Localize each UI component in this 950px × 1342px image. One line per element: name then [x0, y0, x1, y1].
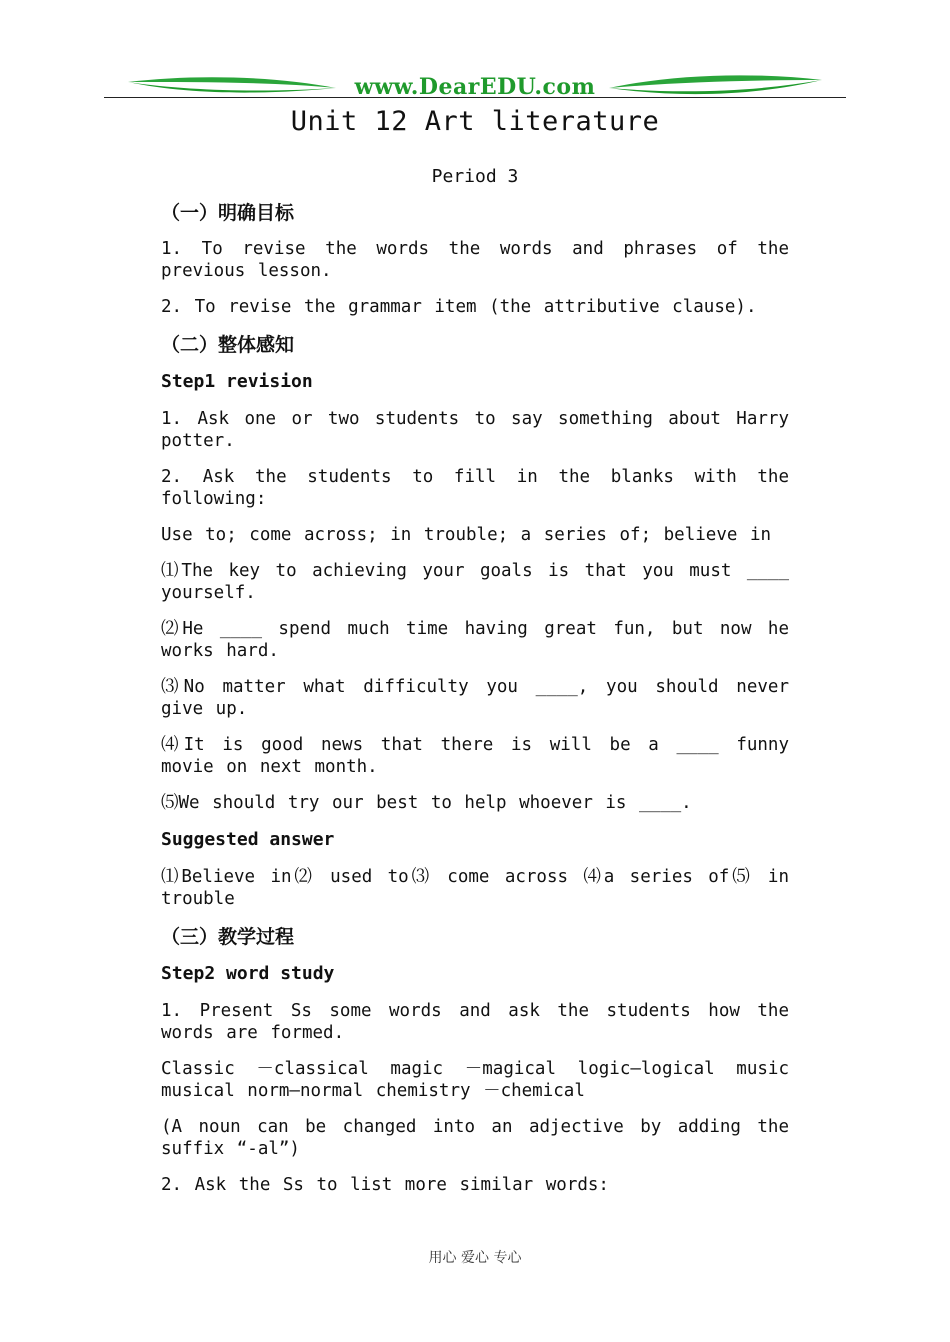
step2-word-list: Classic －classical magic －magical logic—logical music musical norm—normal chemistry －chemical [161, 1059, 789, 1101]
section-heading-overview: （二）整体感知 [161, 334, 295, 356]
document-body [161, 200, 789, 1210]
step1-heading: Step1 revision [161, 371, 313, 392]
section-heading-goals: （一）明确目标 [161, 202, 295, 224]
step2-note: (A noun can be changed into an adjective by adding the suffix “-al”) [161, 1117, 789, 1159]
period-heading: Period 3 [431, 166, 519, 187]
step2-heading: Step2 word study [161, 963, 335, 984]
blank-question-4: ⑷It is good news that there is will be a ____ funny movie on next month. [161, 735, 789, 777]
blank-question-1: ⑴The key to achieving your goals is that you must ____ yourself. [161, 561, 789, 603]
page-title: Unit 12 Art literature [290, 106, 660, 137]
header-rule [104, 97, 846, 98]
suggested-answer-text: ⑴Believe in⑵ used to⑶ come across ⑷a series of⑸ in trouble [161, 867, 789, 909]
step1-paragraph-2: 2. Ask the students to fill in the blanks with the following: [161, 467, 789, 509]
step2-paragraph-2: 2. Ask the Ss to list more similar words: [161, 1175, 609, 1195]
section-heading-process: （三）教学过程 [161, 926, 295, 948]
blank-question-5: ⑸We should try our best to help whoever is ____. [161, 793, 692, 813]
page-footer: 用心 爱心 专心 [428, 1250, 522, 1266]
blank-question-2: ⑵He ____ spend much time having great fun, but now he works hard. [161, 619, 789, 661]
goal-item-1: 1. To revise the words the words and phrases of the previous lesson. [161, 239, 789, 281]
step1-paragraph-1: 1. Ask one or two students to say something about Harry potter. [161, 409, 789, 451]
blank-question-3: ⑶No matter what difficulty you ____, you should never give up. [161, 677, 789, 719]
suggested-answer-heading: Suggested answer [161, 829, 335, 850]
step1-options: Use to; come across; in trouble; a series of; believe in [161, 525, 772, 545]
site-logo: www.DearEDU.com [354, 74, 596, 100]
step2-paragraph-1: 1. Present Ss some words and ask the students how the words are formed. [161, 1001, 789, 1043]
header-banner [104, 70, 846, 104]
goal-item-2: 2. To revise the grammar item (the attributive clause). [161, 297, 757, 317]
